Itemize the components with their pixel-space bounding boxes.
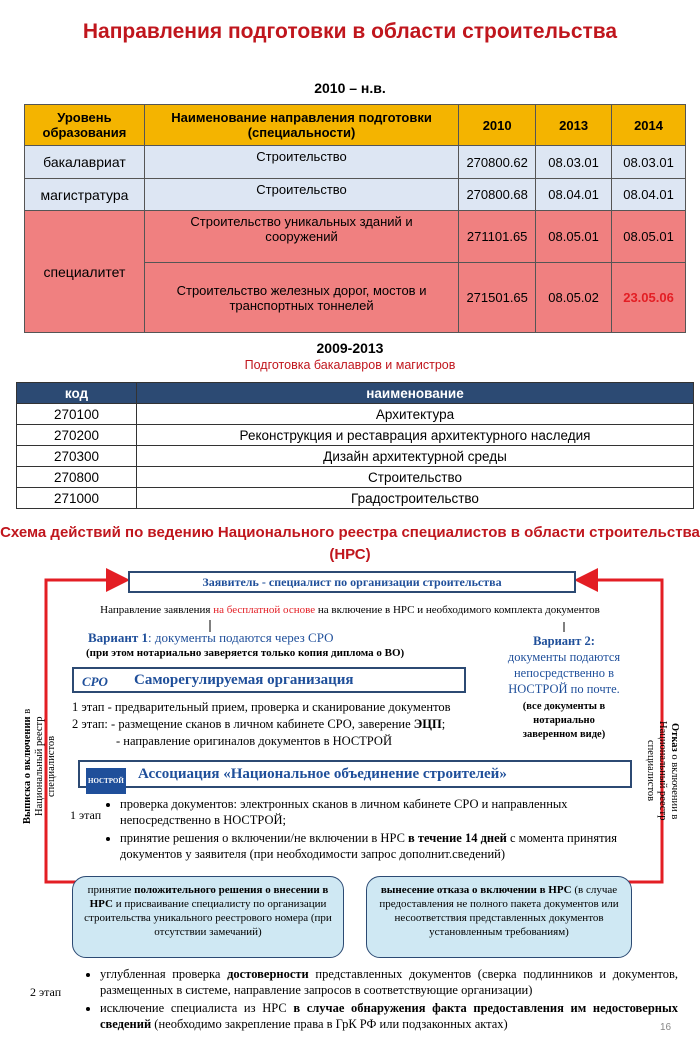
- name-cell: Строительство: [144, 179, 458, 211]
- nostroy-logo: НОСТРОЙ: [86, 768, 126, 794]
- extract-side-label: Выписка о включении в Национальный реестр специалистов: [22, 708, 57, 824]
- header-code: код: [17, 383, 137, 404]
- positive-decision: принятие положительного решения о внесении в НРС и присваивание специалисту по организации строительства уникального реестрового номера (при отсутствии замечаний): [72, 876, 344, 958]
- name-cell: Дизайн архитектурной среды: [137, 446, 694, 467]
- code-2013: 08.05.01: [536, 211, 612, 263]
- code-2013: 08.04.01: [536, 179, 612, 211]
- header-2014: 2014: [612, 105, 686, 146]
- direction-text: Направление заявления на бесплатной основе на включение в НРС и необходимого комплекта документов: [100, 604, 600, 616]
- stage2-label: 2 этап: [30, 985, 62, 999]
- period2-subtitle: Подготовка бакалавров и магистров: [244, 358, 456, 372]
- name-cell: Строительство железных дорог, мостов и транспортных тоннелей: [144, 263, 458, 333]
- code-2010: 271101.65: [459, 211, 536, 263]
- level-cell: специалитет: [25, 211, 145, 333]
- nostroy-title: Ассоциация «Национальное объединение строителей»: [138, 766, 507, 782]
- code-2010: 270800.62: [459, 146, 536, 179]
- name-cell: Строительство: [144, 146, 458, 179]
- header-2013: 2013: [536, 105, 612, 146]
- name-cell: Архитектура: [137, 404, 694, 425]
- variant1-note: (при этом нотариально заверяется только копия диплома о ВО): [86, 647, 405, 659]
- sro-box: [72, 667, 466, 693]
- free-basis: на бесплатной основе: [213, 604, 316, 616]
- page-title: Направления подготовки в области строительства: [82, 20, 618, 43]
- stage2-bullets: • углубленная проверка достоверности представленных документов (сверка подлинников и документов, размещенных в системе, направление запросов в соответствующие организации) • исключение специалиста из НРС в случае обнаружения факта предоставления им недостоверных сведений (необходимо закрепление права в ГрК РФ или подзаконных актах): [100, 966, 678, 1032]
- stage1-label: 1 этап: [70, 808, 102, 822]
- scheme-title: Схема действий по ведению Национального реестра специалистов в области строительства (НРС): [0, 524, 700, 563]
- header-name: наименование: [137, 383, 694, 404]
- code-2014: 08.04.01: [612, 179, 686, 211]
- code-2010: 271501.65: [459, 263, 536, 333]
- header-name: Наименование направления подготовки (специальности): [144, 105, 458, 146]
- code-cell: 270200: [17, 425, 137, 446]
- code-2014: 08.03.01: [612, 146, 686, 179]
- level-cell: магистратура: [25, 179, 145, 211]
- code-cell: 270800: [17, 467, 137, 488]
- nostroy-box: [78, 760, 632, 788]
- sro-title: Саморегулируемая организация: [134, 672, 354, 688]
- directions-table: [24, 104, 686, 333]
- code-2013: 08.05.02: [536, 263, 612, 333]
- sro-logo: СРО: [82, 674, 108, 689]
- level-cell: бакалавриат: [25, 146, 145, 179]
- code-2014-highlight: 23.05.06: [612, 263, 686, 333]
- code-cell: 270300: [17, 446, 137, 467]
- code-2014: 08.05.01: [612, 211, 686, 263]
- header-2010: 2010: [459, 105, 536, 146]
- name-cell: Строительство: [137, 467, 694, 488]
- name-cell: Градостроительство: [137, 488, 694, 509]
- code-cell: 271000: [17, 488, 137, 509]
- codes-table: [16, 382, 694, 509]
- code-2013: 08.03.01: [536, 146, 612, 179]
- period-label: 2010 – н.в.: [314, 80, 386, 96]
- sro-steps: 1 этап - предварительный прием, проверка и сканирование документов 2 этап: - размещение сканов в личном кабинете СРО, заверение ЭЦП; - направление оригиналов документов в НОСТРОЙ: [72, 700, 451, 748]
- refusal-side-label: Отказ о включении в Национальный реестр специалистов: [645, 721, 680, 821]
- applicant-box: Заявитель - специалист по организации строительства: [128, 571, 576, 593]
- name-cell: Строительство уникальных зданий и сооружений: [144, 211, 458, 263]
- code-cell: 270100: [17, 404, 137, 425]
- code-2010: 270800.68: [459, 179, 536, 211]
- negative-decision: вынесение отказа о включении в НРС (в случае предоставления не полного пакета документов или несоответствия представленных документов установленным требованиям): [366, 876, 632, 958]
- name-cell: Реконструкция и реставрация архитектурного наследия: [137, 425, 694, 446]
- variant2-note: (все документы в нотариально заверенном виде): [522, 701, 606, 740]
- period2-label: 2009-2013: [316, 340, 384, 356]
- header-level: Уровень образования: [25, 105, 145, 146]
- variant2: Вариант 2: документы подаются непосредственно в НОСТРОЙ по почте.: [507, 634, 621, 696]
- nostroy-bullets: • проверка документов: электронных сканов в личном кабинете СРО и направленных непосредственно в НОСТРОЙ; • принятие решения о включении/не включении в НРС в течение 14 дней с момента принятия документов у заявителя (при необходимости запрос дополнит.сведений): [120, 796, 620, 862]
- variant1: Вариант 1: документы подаются через СРО: [88, 630, 334, 645]
- page-number: 16: [660, 1022, 672, 1033]
